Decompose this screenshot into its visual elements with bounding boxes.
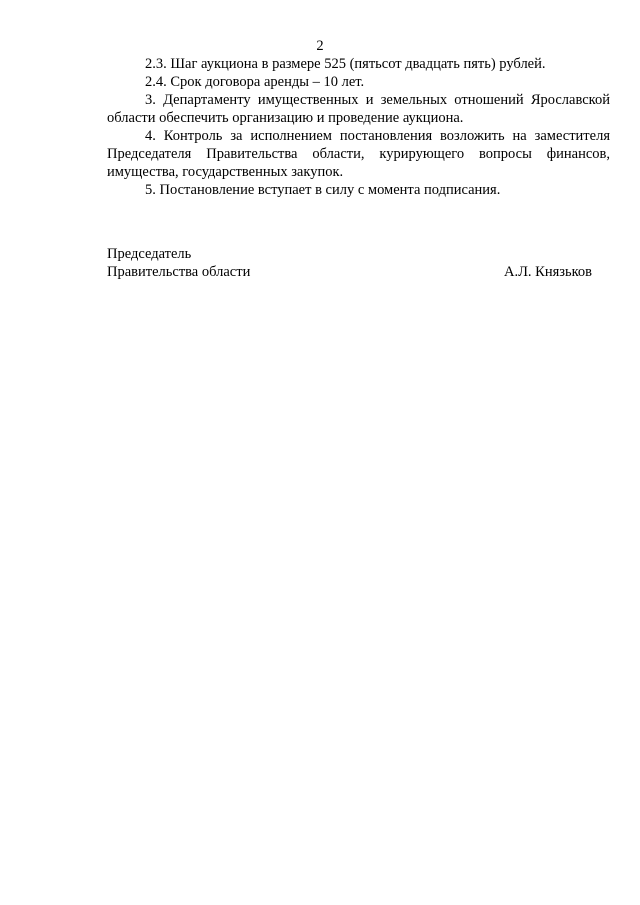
- paragraph-2-3: 2.3. Шаг аукциона в размере 525 (пятьсот двадцать пять) рублей.: [145, 56, 546, 72]
- signature-block: [107, 245, 592, 281]
- signatory-name: А.Л. Князьков: [503, 264, 592, 280]
- signature-row: [107, 263, 592, 281]
- signatory-title-line2: Правительства области: [107, 264, 251, 280]
- signatory-title-line1: Председатель: [107, 246, 192, 262]
- document-body: [107, 55, 610, 199]
- paragraph-5: 5. Постановление вступает в силу с момента подписания.: [145, 182, 501, 198]
- paragraph-3: 3. Департаменту имущественных и земельных отношений Ярославской области обеспечить организацию и проведение аукциона.: [107, 92, 610, 126]
- paragraph-4: 4. Контроль за исполнением постановления возложить на заместителя Председателя Правительства области, курирующего вопросы финансов, имущества, государственных закупок.: [107, 128, 610, 180]
- page-number: 2: [316, 38, 324, 54]
- paragraph-2-4: 2.4. Срок договора аренды – 10 лет.: [145, 74, 365, 90]
